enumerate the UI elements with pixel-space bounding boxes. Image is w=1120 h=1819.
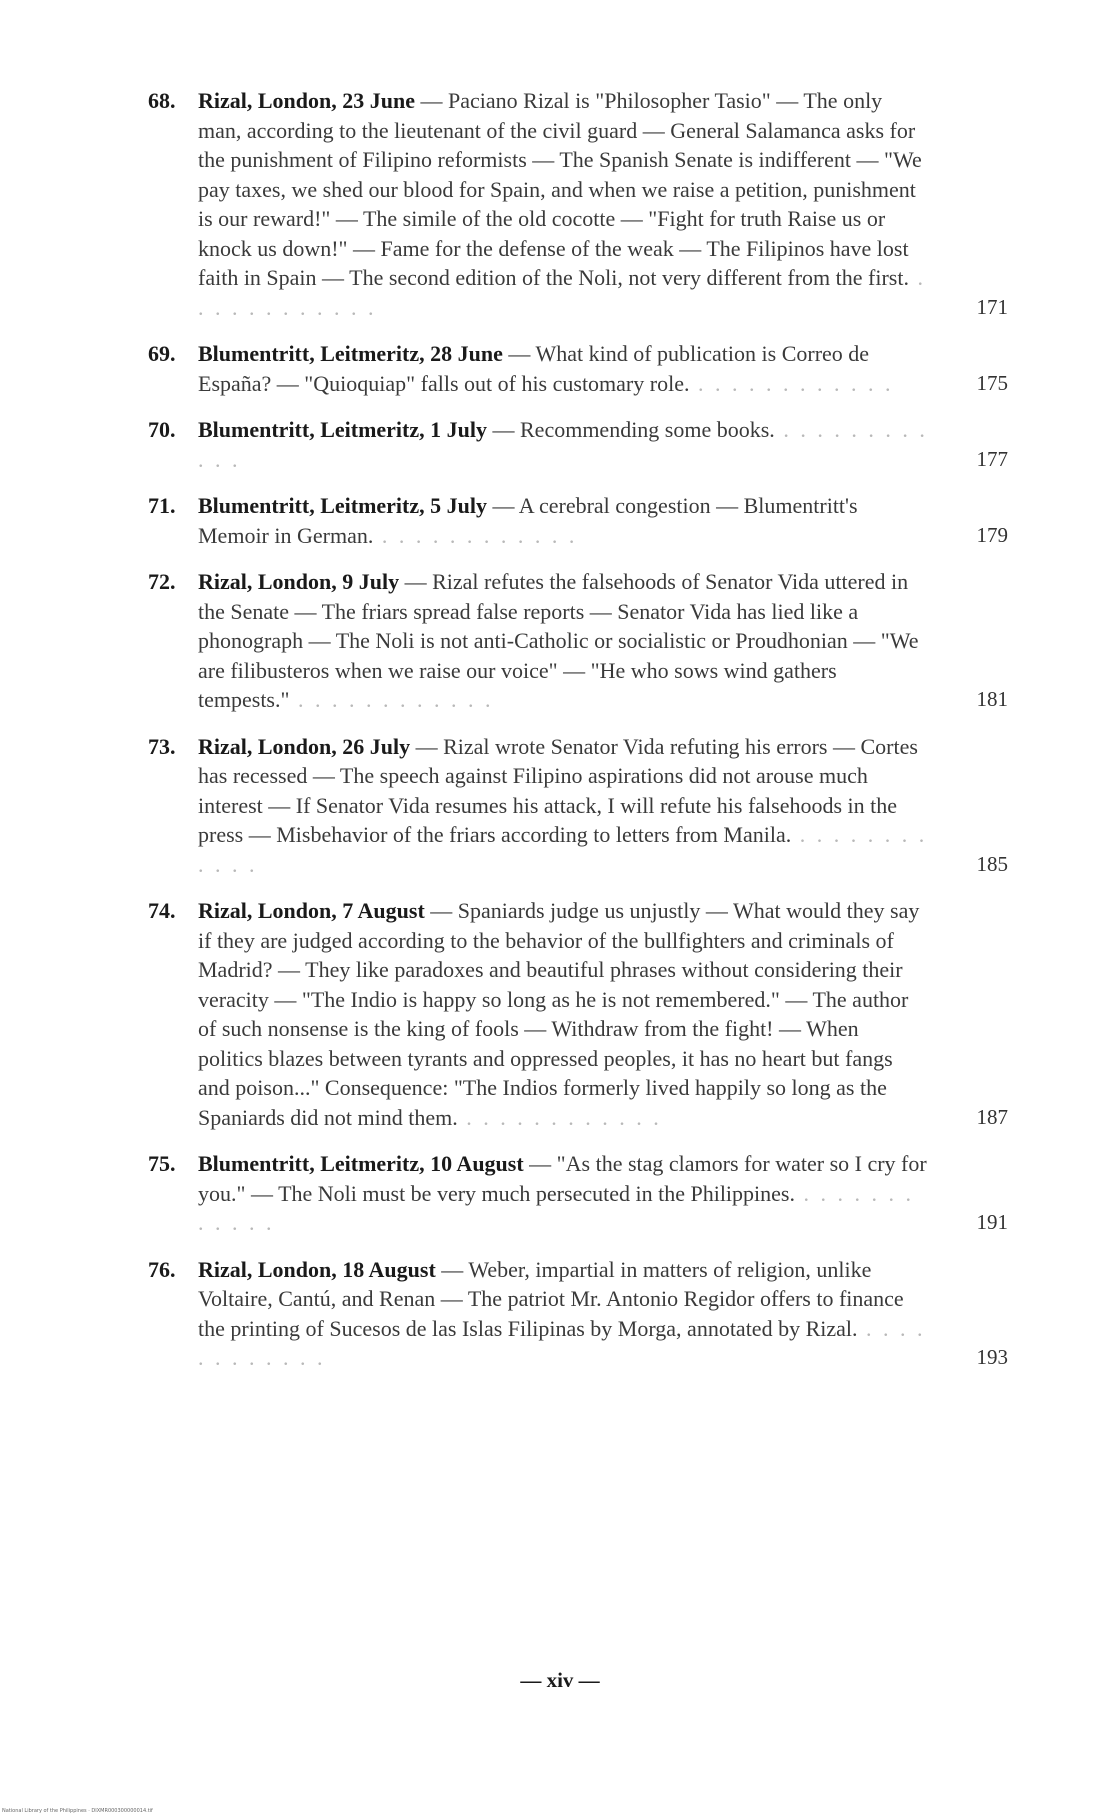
- entry-page-number: 185: [976, 851, 1008, 876]
- toc-entry: [148, 732, 1008, 880]
- entry-number: 75.: [148, 1151, 176, 1176]
- table-of-contents: [148, 86, 1008, 1390]
- entry-page-number: 171: [976, 294, 1008, 319]
- dot-leader: . . . . . . . . . . . .: [198, 265, 926, 320]
- dot-leader: . . . . . . . . . . . .: [198, 1180, 914, 1235]
- entry-number: 71.: [148, 493, 176, 518]
- entry-heading: Rizal, London, 18 August: [198, 1256, 436, 1282]
- entry-heading: Blumentritt, Leitmeritz, 1 July: [198, 417, 487, 442]
- entry-number: 68.: [148, 88, 176, 113]
- entry-text: [198, 567, 928, 715]
- toc-entry: [148, 86, 1008, 322]
- entry-number: 76.: [148, 1256, 176, 1282]
- folio-page-number: — xiv —: [520, 1668, 600, 1692]
- entry-heading: Rizal, London, 7 August: [198, 898, 425, 923]
- entry-description: — Spaniards judge us unjustly — What would they say if they are judged according to the behavior of the bullfighters and criminals of Madrid? — They like paradoxes and beautiful phrases without considering their veracity — "The Indio is happy so long as he is not remembered." — The author of such nonsense is the king of fools — Withdraw from the fight! — When politics blazes between tyrants and oppressed peoples, it has no heart but fangs and poison..." Consequence: "The Indios formerly lived happily so long as the Spaniards did not mind them.: [198, 898, 920, 1130]
- entry-description: — Weber, impartial in matters of religion, unlike Voltaire, Cantú, and Renan — The patriot Mr. Antonio Regidor offers to finance the printing of Sucesos de las Islas Filipinas by Morga, annotated by Rizal.: [198, 1256, 904, 1341]
- entry-heading: Blumentritt, Leitmeritz, 5 July: [198, 493, 487, 518]
- entry-page-number: 175: [976, 370, 1008, 395]
- dot-leader: . . . . . . . . . . . .: [198, 822, 928, 877]
- entry-description: — A cerebral congestion — Blumentritt's Memoir in German.: [198, 493, 858, 548]
- entry-page-number: 181: [976, 687, 1008, 711]
- dot-leader: . . . . . . . . . . . .: [198, 1315, 926, 1370]
- entry-page-number: 179: [976, 522, 1008, 547]
- entry-description: — "As the stag clamors for water so I cry for you." — The Noli must be very much persecuted in the Philippines.: [198, 1151, 927, 1206]
- dot-leader: . . . . . . . . . . . .: [689, 370, 894, 396]
- entry-text: [198, 1255, 928, 1373]
- entry-number: 70.: [148, 417, 176, 442]
- toc-entry: [148, 339, 1008, 398]
- entry-number: 69.: [148, 341, 176, 366]
- entry-text: [198, 491, 928, 550]
- entry-text: [198, 1149, 928, 1238]
- entry-heading: Blumentritt, Leitmeritz, 10 August: [198, 1151, 524, 1176]
- toc-entry: [148, 1255, 1008, 1373]
- entry-page-number: 187: [976, 1104, 1008, 1129]
- toc-entry: [148, 1149, 1008, 1238]
- toc-entry: [148, 896, 1008, 1132]
- entry-text: [198, 86, 928, 322]
- toc-entry: [148, 415, 1008, 474]
- entry-description: — Rizal wrote Senator Vida refuting his errors — Cortes has recessed — The speech against Filipino aspirations did not arouse much interest — If Senator Vida resumes his attack, I will refute his falsehoods in the press — Misbehavior of the friars according to letters from Manila.: [198, 733, 918, 847]
- entry-heading: Rizal, London, 23 June: [198, 88, 415, 113]
- dot-leader: . . . . . . . . . . . .: [457, 1104, 662, 1130]
- entry-page-number: 191: [976, 1210, 1008, 1234]
- entry-text: [198, 732, 928, 880]
- entry-number: 74.: [148, 898, 176, 923]
- entry-text: [198, 339, 928, 398]
- entry-number: 73.: [148, 733, 176, 759]
- entry-heading: Blumentritt, Leitmeritz, 28 June: [198, 341, 503, 366]
- entry-text: [198, 896, 928, 1132]
- entry-page-number: 177: [976, 446, 1008, 471]
- entry-description: — Rizal refutes the falsehoods of Senator Vida uttered in the Senate — The friars spread false reports — Senator Vida has lied like a phonograph — The Noli is not anti-Catholic or socialistic or Proudhonian — "We are filibusteros when we raise our voice" — "He who sows wind gathers tempests.": [198, 569, 919, 712]
- toc-entry: [148, 567, 1008, 715]
- entry-heading: Rizal, London, 9 July: [198, 569, 400, 594]
- dot-leader: . . . . . . . . . . . .: [198, 417, 928, 472]
- toc-entry: [148, 491, 1008, 550]
- entry-description: — Paciano Rizal is "Philosopher Tasio" — The only man, according to the lieutenant of the civil guard — General Salamanca asks for the punishment of Filipino reformists — The Spanish Senate is indifferent — "We pay taxes, we shed our blood for Spain, and when we raise a petition, punishment is our reward!" — The simile of the old cocotte — "Fight for truth Raise us or knock us down!" — Fame for the defense of the weak — The Filipinos have lost faith in Spain — The second edition of the Noli, not very different from the first.: [198, 88, 922, 290]
- dot-leader: . . . . . . . . . . . .: [289, 687, 494, 712]
- dot-leader: . . . . . . . . . . . .: [373, 522, 578, 548]
- entry-description: — What kind of publication is Correo de España? — "Quioquiap" falls out of his customary role.: [198, 341, 870, 396]
- scan-credit: National Library of the Philippines · DIXMR000300000014.tif: [2, 1808, 153, 1814]
- entry-description: — Recommending some books.: [487, 417, 775, 442]
- entry-number: 72.: [148, 569, 176, 594]
- entry-text: [198, 415, 928, 474]
- entry-heading: Rizal, London, 26 July: [198, 733, 411, 759]
- entry-page-number: 193: [976, 1345, 1008, 1369]
